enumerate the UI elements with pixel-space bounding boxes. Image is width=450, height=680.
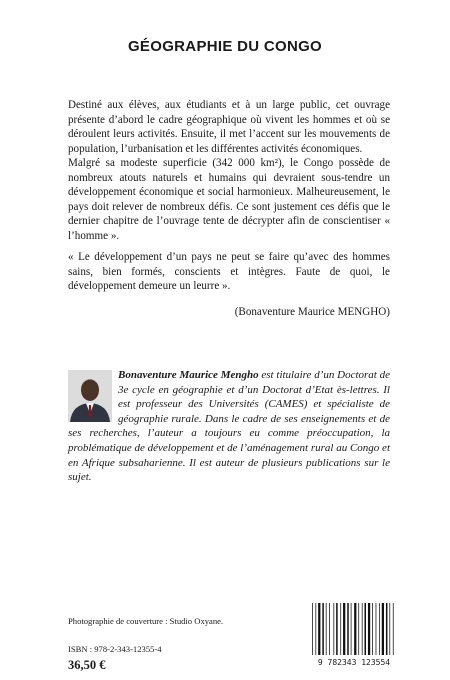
cover-photo-credit: Photographie de couverture : Studio Oxyane. — [68, 616, 224, 626]
quote-attribution: (Bonaventure Maurice MENGHO) — [234, 306, 390, 318]
description-paragraph-1: Destiné aux élèves, aux étudiants et à un large public, cet ouvrage présente d’abord le cadre géographique où vivent les hommes et où se déroulent leurs activités. Ensuite, il met l’accent sur les mouvements de population, l’urbanisation et les différentes activités économiques. — [68, 99, 390, 155]
author-name: Bonaventure Maurice Mengho — [118, 369, 259, 381]
barcode-bars — [310, 601, 397, 657]
author-biography — [68, 368, 390, 485]
author-bio-text: est titulaire d’un Doctorat de 3e cycle en géographie et d’un Doctorat d’Etat ès-lettres. Il est professeur des Universités (CAMES) et spécialiste de géographie rurale. Dans le cadre de ses enseignements et de ses recherches, l’auteur a toujours eu comme préoccupation, la problématique de développement et de l’aménagement rural au Congo et en Afrique subsaharienne. Il est auteur de plusieurs publications sur le sujet. — [68, 369, 390, 484]
barcode-digits: 9 782343 123554 — [317, 658, 391, 667]
description-paragraph-2: Malgré sa modeste superficie (342 000 km²), le Congo possède de nombreux atouts naturels et humains qui devraient sous-tendre un développement économique et social harmonieux. Malheureusement, le pays doit relever de nombreux défis. Ce sont justement ces défis que le dernier chapitre de l’ouvrage tente de décrypter afin de conscientiser « l’homme ». — [68, 157, 390, 242]
barcode — [310, 601, 397, 657]
isbn-number: ISBN : 978-2-343-12355-4 — [68, 644, 162, 654]
author-quote: « Le développement d’un pays ne peut se faire qu’avec des hommes sains, bien formés, conscients et intègres. Faute de quoi, le développement demeure un leurre ». — [68, 251, 390, 293]
book-price: 36,50 € — [68, 658, 106, 672]
book-title: GÉOGRAPHIE DU CONGO — [127, 38, 323, 55]
back-cover-description — [68, 98, 390, 243]
